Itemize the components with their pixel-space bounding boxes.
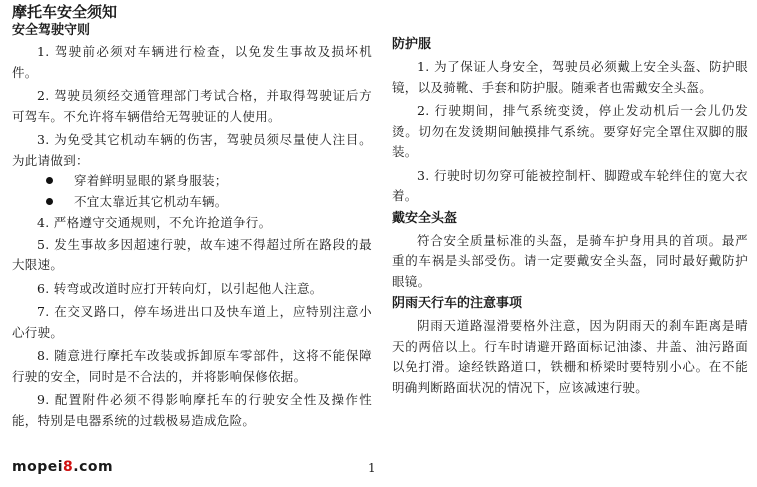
bullet-text: 穿着鲜明显眼的紧身服装； (74, 173, 228, 188)
protective-item-3: 3. 行驶时切勿穿可能被控制杆、脚蹬或车轮绊住的宽大衣着。 (392, 167, 748, 203)
safe-driving-item-2: 2. 驾驶员须经交通管理部门考试合格，并取得驾驶证后方可驾车。不允许将车辆借给无驾驶证的人使用。 (12, 88, 372, 124)
watermark-number: 8 (63, 459, 74, 475)
safe-driving-item-1: 1. 驾驶前必须对车辆进行检查，以免发生事故及损坏机件。 (12, 44, 372, 80)
safe-driving-item-9: 9. 配置附件必须不得影响摩托车的行驶安全性及操作性能，特别是电器系统的过载极易造成危险。 (12, 392, 372, 428)
protective-item-2: 2. 行驶期间，排气系统变烫，停止发动机后一会儿仍发烫。切勿在发烫期间触摸排气系统。要穿好完全罩住双脚的服装。 (392, 103, 748, 159)
section-title-protective-clothing: 防护服 (392, 37, 432, 52)
bullet-dot-icon (46, 198, 53, 205)
watermark-logo (12, 458, 113, 476)
protective-item-1: 1. 为了保证人身安全，驾驶员必须戴上安全头盔、防护眼镜，以及骑靴、手套和防护服。随乘者也需戴安全头盔。 (392, 59, 748, 95)
section-title-rainy-day: 阴雨天行车的注意事项 (392, 296, 523, 311)
page-number: 1 (368, 461, 376, 475)
right-column (392, 36, 748, 401)
safe-driving-item-4: 4. 严格遵守交通规则，不允许抢道争行。 (37, 215, 272, 230)
watermark-text: mopei (12, 459, 64, 475)
helmet-paragraph: 符合安全质量标准的头盔，是骑车护身用具的首项。最严重的车祸是头部受伤。请一定要戴安全头盔，同时最好戴防护眼镜。 (392, 232, 748, 289)
section-title-safe-driving: 安全驾驶守则 (12, 23, 91, 38)
safe-driving-item-6: 6. 转弯或改道时应打开转向灯，以引起他人注意。 (37, 280, 323, 296)
left-column (12, 22, 372, 434)
bullet-text: 不宜太靠近其它机动车辆。 (74, 193, 228, 209)
safe-driving-item-5: 5. 发生事故多因超速行驶，故车速不得超过所在路段的最大限速。 (12, 236, 372, 272)
rainy-day-paragraph: 阴雨天道路湿滑要格外注意，因为阴雨天的刹车距离是晴天的两倍以上。行车时请避开路面标记油漆、井盖、油污路面以免打滑。途经铁路道口，铁栅和桥梁时要特别小心。在不能明确判断路面状况的情况下，应该减速行驶。 (392, 318, 748, 395)
safe-driving-item-7: 7. 在交叉路口，停车场进出口及快车道上，应特别注意小心行驶。 (12, 304, 372, 340)
bullet-item (12, 171, 372, 192)
bullet-dot-icon (46, 177, 53, 184)
document-title: 摩托车安全须知 (12, 3, 118, 21)
section-title-helmet: 戴安全头盔 (392, 210, 458, 226)
safe-driving-item-8: 8. 随意进行摩托车改装或拆卸原车零部件，这将不能保障行驶的安全，同时是不合法的，并将影响保修依据。 (12, 348, 372, 384)
bullet-item (12, 192, 372, 213)
safe-driving-item-3: 3. 为免受其它机动车辆的伤害，驾驶员须尽量使人注目。为此请做到： (12, 132, 372, 168)
watermark-domain: .com (73, 459, 114, 475)
